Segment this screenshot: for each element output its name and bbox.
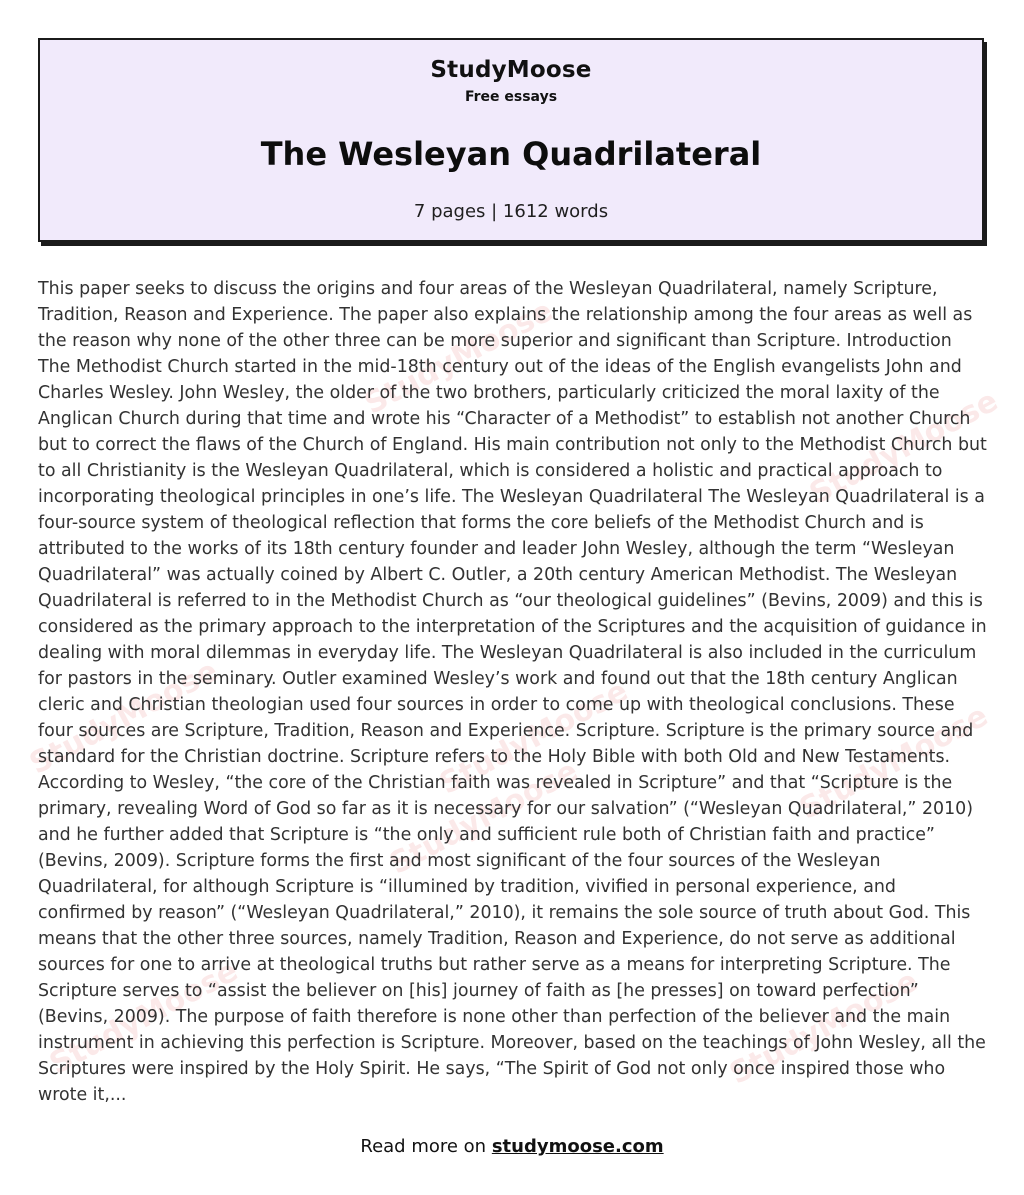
essay-header-card — [38, 38, 984, 242]
read-more-label: Read more on — [360, 1136, 487, 1157]
watermark-text: StudyMoose — [723, 963, 924, 1092]
watermark-text: StudyMoose — [43, 953, 244, 1082]
watermark-text: StudyMoose — [358, 293, 559, 422]
brand-tagline: Free essays — [464, 89, 558, 105]
watermark-text: StudyMoose — [383, 753, 584, 882]
read-more-link[interactable]: studymoose.com — [491, 1136, 664, 1157]
essay-meta: 7 pages | 1612 words — [413, 201, 609, 222]
watermark-text: StudyMoose — [433, 673, 634, 802]
brand-logo[interactable]: StudyMoose — [430, 57, 592, 83]
watermark-text: StudyMoose — [23, 653, 224, 782]
watermark-text: StudyMoose — [793, 698, 994, 827]
essay-body: This paper seeks to discuss the origins and four areas of the Wesleyan Quadrilateral, namely Scripture, Tradition, Reason and Experience. The paper also explains the relationship among the four areas as well as the reason why none of the other three can be more superior and significant than Scripture. Introduction The Methodist Church started in the mid-18th century out of the ideas of the English evangelists John and Charles Wesley. John Wesley, the older of the two brothers, particularly criticized the moral laxity of the Anglican Church during that time and wrote his “Character of a Methodist” to establish not another Church but to correct the flaws of the Church of England. His main contribution not only to the Methodist Church but to all Christianity is the Wesleyan Quadrilateral, which is considered a holistic and practical approach to incorporating theological principles in one’s life. The Wesleyan Quadrilateral The Wesleyan Quadrilateral is a four-source system of theological reflection that forms the core beliefs of the Methodist Church and is attributed to the works of its 18th century founder and leader John Wesley, although the term “Wesleyan Quadrilateral” was actually coined by Albert C. Outler, a 20th century American Methodist. The Wesleyan Quadrilateral is referred to in the Methodist Church as “our theological guidelines” (Bevins, 2009) and this is considered as the primary approach to the interpretation of the Scriptures and the acquisition of guidance in dealing with moral dilemmas in everyday life. The Wesleyan Quadrilateral is also included in the curriculum for pastors in the seminary. Outler examined Wesley’s work and found out that the 18th century Anglican cleric and Christian theologian used four sources in order to come up with theological conclusions. These four sources are Scripture, Tradition, Reason and Experience. Scripture. Scripture is the primary source and standard for the Christian doctrine. Scripture refers to the Holy Bible with both Old and New Testaments. According to Wesley, “the core of the Christian faith was revealed in Scripture” and that “Scripture is the primary, revealing Word of God so far as it is necessary for our salvation” (“Wesleyan Quadrilateral,” 2010) and he further added that Scripture is “the only and sufficient rule both of Christian faith and practice” (Bevins, 2009). Scripture forms the first and most significant of the four sources of the Wesleyan Quadrilateral, for although Scripture is “illumined by tradition, vivified in personal experience, and confirmed by reason” (“Wesleyan Quadrilateral,” 2010), it remains the sole source of truth about God. This means that the other three sources, namely Tradition, Reason and Experience, do not serve as additional sources for one to arrive at theological truths but rather serve as a means for interpreting Scripture. The Scripture serves to “assist the believer on [his] journey of faith as [he presses] on toward perfection” (Bevins, 2009). The purpose of faith therefore is none other than perfection of the believer and the main instrument in achieving this perfection is Scripture. Moreover, based on the teachings of John Wesley, all the Scriptures were inspired by the Holy Spirit. He says, “The Spirit of God not only once inspired those who wrote it,... — [38, 279, 987, 1105]
read-more — [0, 1136, 1024, 1157]
page-title: The Wesleyan Quadrilateral — [260, 135, 762, 173]
watermark-text: StudyMoose — [803, 383, 1004, 512]
